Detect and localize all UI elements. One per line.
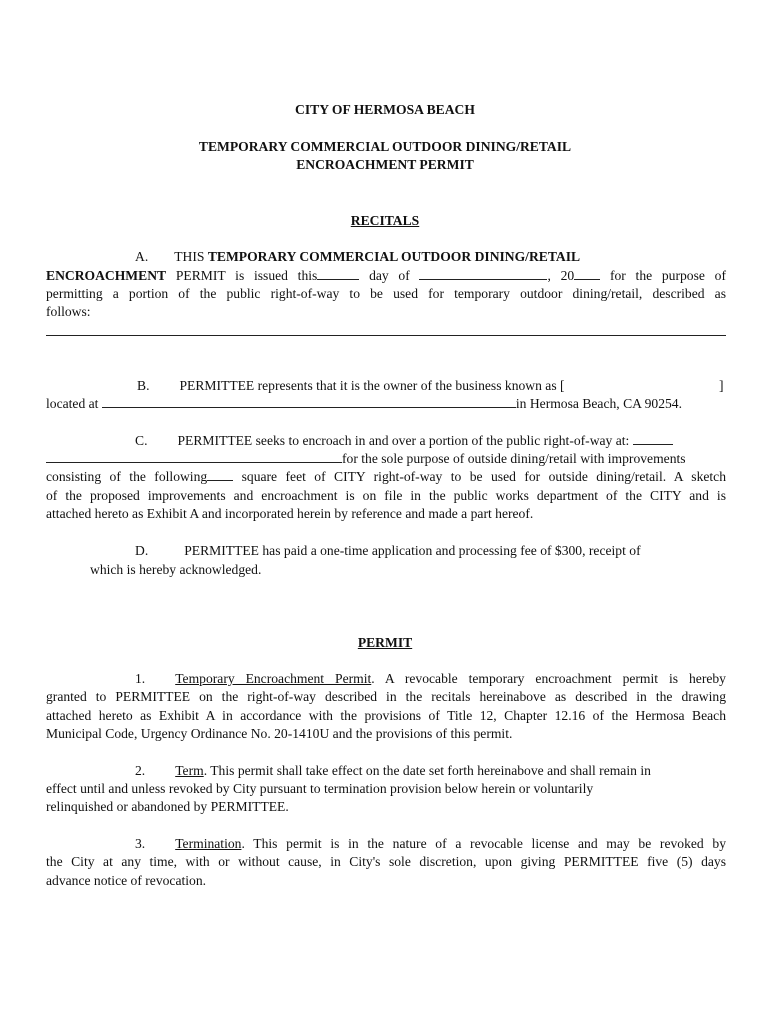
section-3-line1: 3. Termination. This permit is in the nature of a revocable license and may be revoked by [135, 836, 726, 851]
recital-c-letter: C. [135, 433, 148, 448]
recital-b-line2: located at in Hermosa Beach, CA 90254. [46, 396, 682, 411]
recital-d-line1: D. PERMITTEE has paid a one-time application and processing fee of $300, receipt of [135, 543, 641, 558]
recital-a-pre: THIS [174, 249, 205, 264]
recitals-heading: RECITALS [350, 213, 420, 228]
description-blank-line[interactable] [46, 335, 726, 336]
recital-a-bold-title: TEMPORARY COMMERCIAL OUTDOOR DINING/RETAIL [207, 249, 581, 264]
recital-a-letter: A. [135, 249, 149, 264]
location-blank[interactable] [102, 395, 516, 408]
permit-title-line2: ENCROACHMENT PERMIT [296, 157, 474, 172]
day-blank[interactable] [317, 267, 359, 280]
recital-a-line2: ENCROACHMENT PERMIT is issued this day of , 20 for the purpose of [46, 268, 726, 283]
section-1-line2: granted to PERMITTEE on the right-of-way described in the recitals hereinabove as described in the drawing [46, 689, 726, 704]
recital-c-line5: attached hereto as Exhibit A and incorporated herein by reference and made a part hereof. [46, 506, 534, 521]
recital-c-line4: of the proposed improvements and encroachment is on file in the public works department of the CITY and is [46, 488, 726, 503]
recital-a-line3: permitting a portion of the public right-of-way to be used for temporary outdoor dining/retail, described as [46, 286, 726, 301]
recital-d-letter: D. [135, 543, 149, 558]
recital-a-bold-encroachment: ENCROACHMENT [46, 268, 167, 283]
permit-title-line1: TEMPORARY COMMERCIAL OUTDOOR DINING/RETAIL [198, 139, 572, 154]
section-1-number: 1. [135, 671, 146, 686]
section-2-line2: effect until and unless revoked by City pursuant to termination provision below herein or voluntarily [46, 781, 594, 796]
section-3-number: 3. [135, 836, 146, 851]
recital-c-line2: for the sole purpose of outside dining/retail with improvements [46, 450, 686, 468]
section-2-line3: relinquished or abandoned by PERMITTEE. [46, 799, 289, 814]
recital-c-line3: consisting of the following square feet of CITY right-of-way to be used for outside dining/retail. A sketch [46, 469, 727, 484]
recital-b-letter: B. [137, 378, 150, 393]
section-1-title: Temporary Encroachment Permit [175, 671, 372, 686]
section-1-line1: 1. Temporary Encroachment Permit. A revocable temporary encroachment permit is hereby [135, 671, 726, 686]
section-3-line3: advance notice of revocation. [46, 873, 207, 888]
recital-b-line1: B. PERMITTEE represents that it is the owner of the business known as [ [137, 378, 565, 393]
right-of-way-blank[interactable] [633, 432, 673, 445]
section-1-line4: Municipal Code, Urgency Ordinance No. 20-1410U and the provisions of this permit. [46, 726, 513, 741]
section-2-title: Term [175, 763, 204, 778]
section-3-line2: the City at any time, with or without cause, in City's sole discretion, upon giving PERMITTEE five (5) days [46, 854, 726, 869]
recital-c-line1: C. PERMITTEE seeks to encroach in and over a portion of the public right-of-way at: [135, 432, 673, 450]
section-2-line1: 2. Term. This permit shall take effect on the date set forth hereinabove and shall remain in [135, 763, 651, 778]
right-of-way-blank-cont[interactable] [46, 450, 342, 463]
city-name: CITY OF HERMOSA BEACH [295, 102, 475, 117]
year-blank[interactable] [574, 267, 600, 280]
section-3-title: Termination [175, 836, 242, 851]
recital-b-bracket-end: ] [719, 378, 724, 393]
section-2-number: 2. [135, 763, 146, 778]
month-blank[interactable] [419, 267, 547, 280]
section-1-line3: attached hereto as Exhibit A in accordance with the provisions of Title 12, Chapter 12.16 of the Hermosa Beach [46, 708, 726, 723]
recital-a-line4: follows: [46, 304, 91, 319]
recital-d-line2: which is hereby acknowledged. [90, 562, 262, 577]
permit-heading: PERMIT [357, 635, 413, 650]
recital-a-line1 [135, 248, 580, 266]
square-feet-blank[interactable] [207, 468, 233, 481]
